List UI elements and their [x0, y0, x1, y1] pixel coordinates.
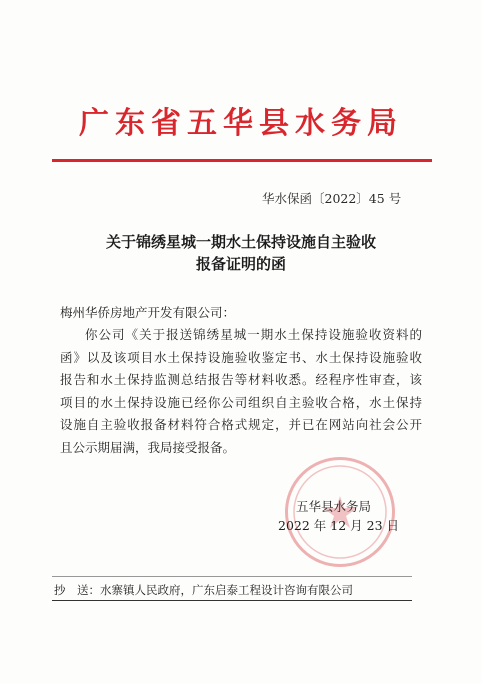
signature-date: 2022 年 12 月 23 日	[278, 518, 399, 533]
cc-divider-top	[52, 576, 412, 577]
body-line: 你公司《关于报送锦绣星城一期水土保持设施验收资料的	[85, 327, 422, 342]
cc-recipients: 水寨镇人民政府，广东启泰工程设计咨询有限公司	[100, 583, 353, 597]
document-title-line-1: 关于锦绣星城一期水土保持设施自主验收	[105, 233, 376, 251]
body-line: 报告和水土保持监测总结报告等材料收悉。经程序性审查，该	[60, 372, 422, 388]
cc-line	[54, 582, 353, 598]
recipient: 梅州华侨房地产开发有限公司：	[60, 305, 236, 320]
document-number: 华水保函〔2022〕45 号	[262, 191, 402, 206]
body-line: 设施自主验收报备材料符合格式规定，并已在网站向社会公开	[60, 417, 422, 433]
body-line: 函》以及该项目水土保持设施验收鉴定书、水土保持设施验收	[60, 349, 422, 365]
signature-organization: 五华县水务局	[296, 499, 372, 514]
masthead-divider	[52, 159, 432, 162]
body-line: 项目的水土保持设施已经你公司组织自主验收合格，水土保持	[60, 394, 422, 410]
masthead-title: 广东省五华县水务局	[79, 106, 403, 141]
cc-label: 抄 送：	[54, 583, 100, 597]
body-paragraph	[60, 324, 422, 460]
cc-divider-bottom	[52, 600, 412, 601]
document-title-line-2: 报备证明的函	[195, 255, 286, 273]
document-title	[0, 231, 482, 275]
body-line: 且公示期届满，我局接受报备。	[60, 439, 236, 455]
